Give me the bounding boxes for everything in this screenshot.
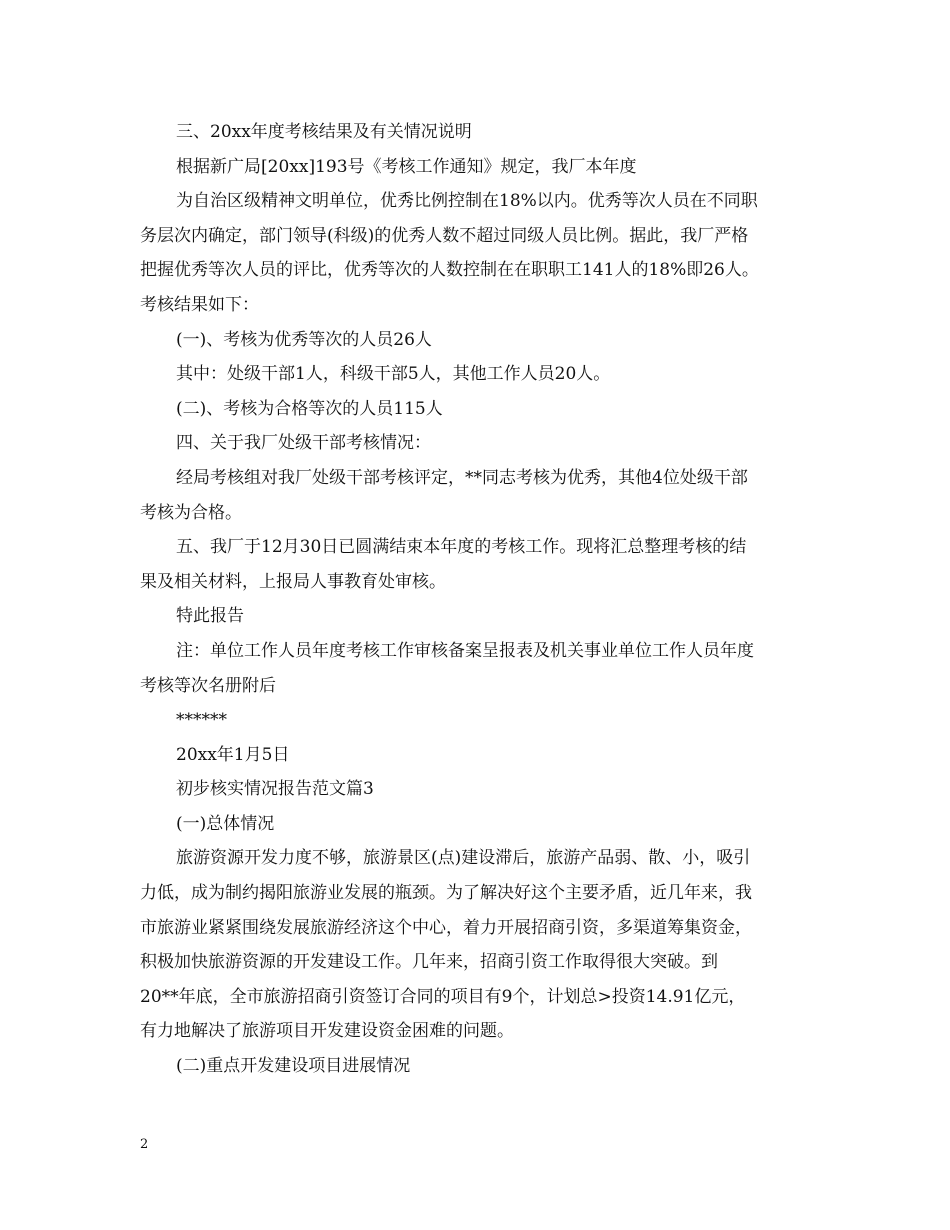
paragraph-line: 根据新广局[20xx]193号《考核工作通知》规定，我厂本年度 [176,156,637,177]
paragraph-line: 经局考核组对我厂处级干部考核评定，**同志考核为优秀，其他4位处级干部 [176,467,748,488]
closing-line: 特此报告 [176,606,244,627]
paragraph-line: 20**年底，全市旅游招商引资签订合同的项目有9个，计划总>投资14.91亿元， [140,986,746,1007]
document-body [140,115,815,1084]
paragraph-line: 把握优秀等次人员的评比，优秀等次的人数控制在在职职工141人的18%即26人。 [140,260,759,281]
list-item: (二)、考核为合格等次的人员115人 [176,398,443,419]
paragraph-line: 考核为合格。 [140,502,242,523]
signature-line: ****** [176,710,227,731]
paragraph-line: 考核结果如下： [140,294,259,315]
note-line: 考核等次名册附后 [140,675,276,696]
note-line: 注：单位工作人员年度考核工作审核备案呈报表及机关事业单位工作人员年度 [176,640,754,661]
section-heading-3: 三、20xx年度考核结果及有关情况说明 [176,122,472,142]
paragraph-line: 积极加快旅游资源的开发建设工作。几年来，招商引资工作取得很大突破。到 [140,952,718,973]
page-number: 2 [140,1137,149,1152]
paragraph-line: 旅游资源开发力度不够，旅游景区(点)建设滞后，旅游产品弱、散、小，吸引 [176,848,751,869]
subsection-heading: (一)总体情况 [176,813,275,834]
list-item: (一)、考核为优秀等次的人员26人 [176,329,432,350]
date-line: 20xx年1月5日 [176,744,290,765]
paragraph-line: 务层次内确定，部门领导(科级)的优秀人数不超过同级人员比例。据此，我厂严格 [140,225,749,246]
paragraph-line: 果及相关材料，上报局人事教育处审核。 [140,571,446,592]
paragraph-line: 有力地解决了旅游项目开发建设资金困难的问题。 [140,1021,514,1042]
article-title: 初步核实情况报告范文篇3 [176,779,374,800]
paragraph-line: 为自治区级精神文明单位，优秀比例控制在18%以内。优秀等次人员在不同职 [176,191,758,212]
section-heading-5: 五、我厂于12月30日已圆满结束本年度的考核工作。现将汇总整理考核的结 [176,537,747,558]
paragraph-line: 力低，成为制约揭阳旅游业发展的瓶颈。为了解决好这个主要矛盾，近几年来，我 [140,883,752,904]
section-heading-4: 四、关于我厂处级干部考核情况： [176,433,431,454]
paragraph-line: 其中：处级干部1人，科级干部5人，其他工作人员20人。 [176,364,611,385]
subsection-heading: (二)重点开发建设项目进展情况 [176,1056,411,1077]
paragraph-line: 市旅游业紧紧围绕发展旅游经济这个中心，着力开展招商引资，多渠道筹集资金， [140,917,752,938]
